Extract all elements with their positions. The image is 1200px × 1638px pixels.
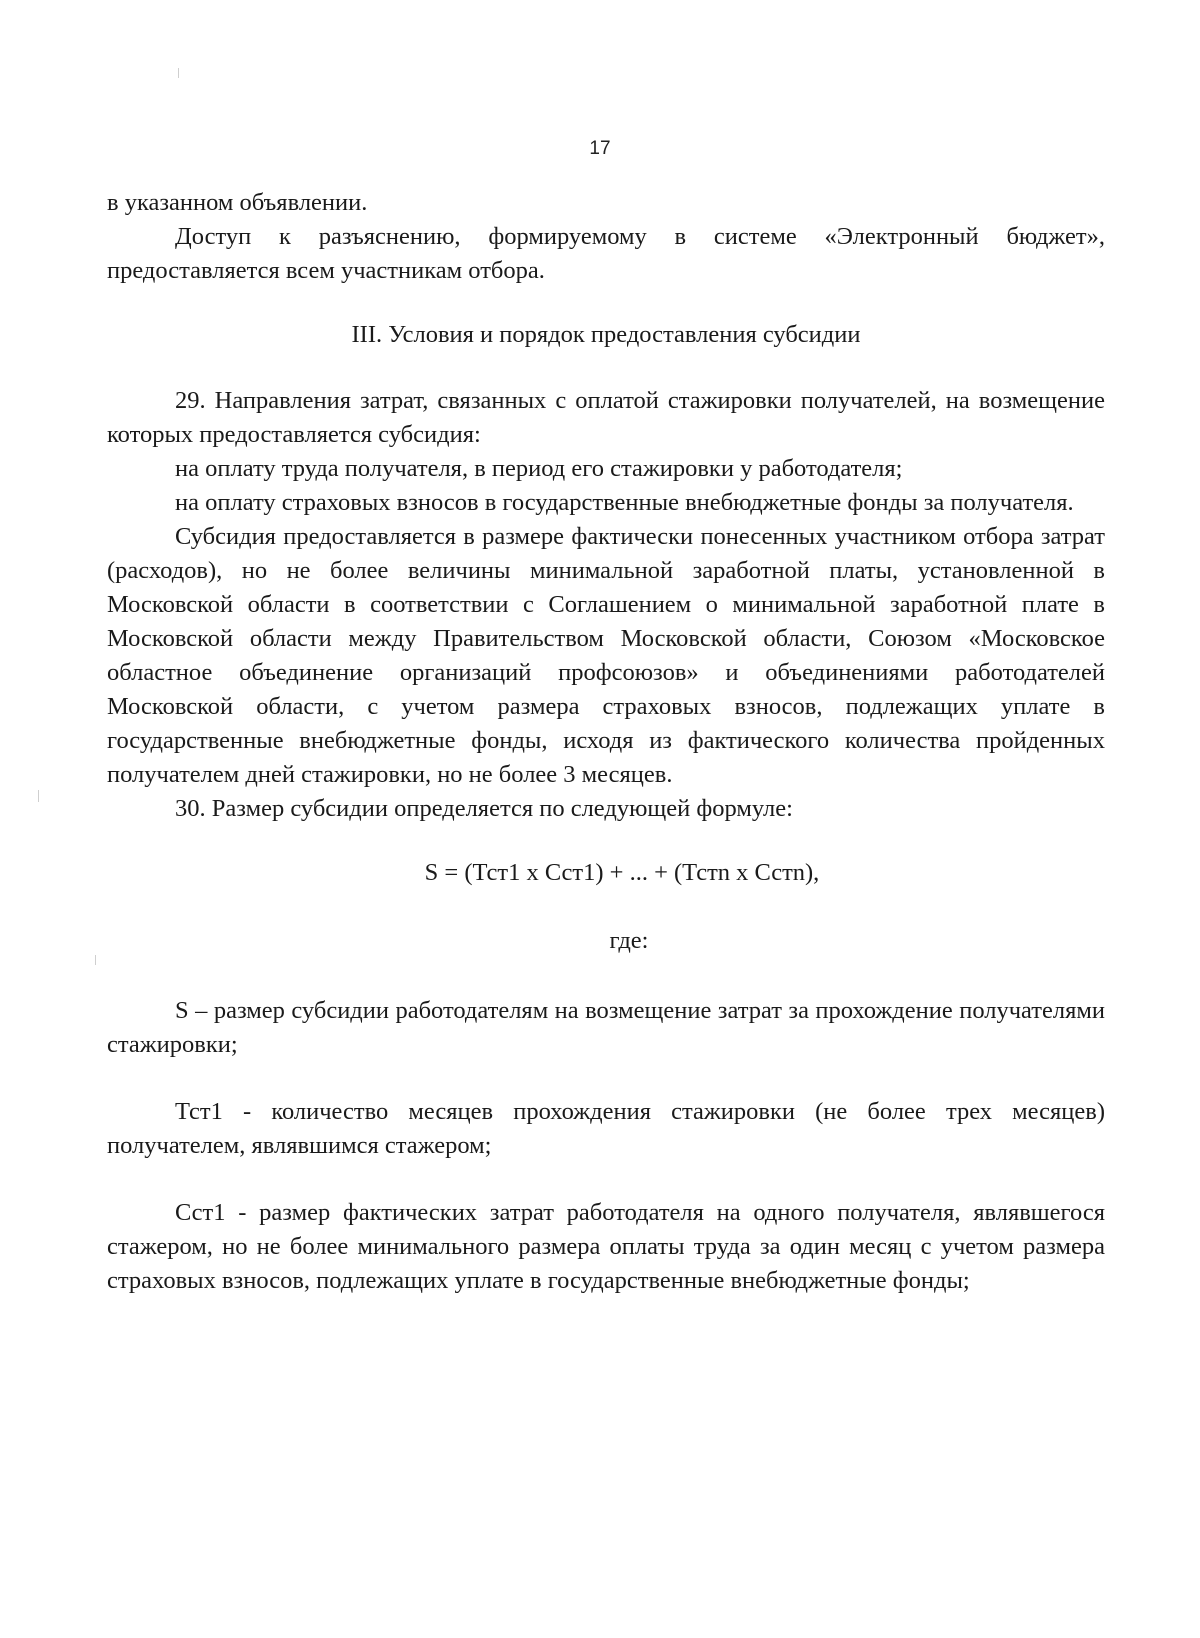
paragraph-30: 30. Размер субсидии определяется по следующей формуле: bbox=[175, 795, 793, 822]
section-heading: III. Условия и порядок предоставления субсидии bbox=[351, 321, 861, 348]
paragraph-29-item-insurance: на оплату страховых взносов в государственные внебюджетные фонды за получателя. bbox=[175, 489, 1074, 516]
definition-tst1: Тст1 - количество месяцев прохождения стажировки (не более трех месяцев) получателем, являвшимся стажером; bbox=[107, 1098, 1105, 1159]
paragraph-clarification-access: Доступ к разъяснению, формируемому в системе «Электронный бюджет», предоставляется всем участникам отбора. bbox=[107, 223, 1105, 284]
scan-artifact bbox=[95, 955, 96, 965]
document-body bbox=[107, 186, 1105, 1298]
page-number: 17 bbox=[589, 138, 611, 159]
paragraph-29: 29. Направления затрат, связанных с оплатой стажировки получателей, на возмещение которых предоставляется субсидия: bbox=[107, 387, 1105, 448]
definition-s: S – размер субсидии работодателям на возмещение затрат за прохождение получателями стажировки; bbox=[107, 997, 1105, 1058]
paragraph-29-subsidy-amount: Субсидия предоставляется в размере фактически понесенных участником отбора затрат (расходов), но не более величины минимальной заработной платы, установленной в Московской области в соответствии с Соглашением о минимальной заработной плате в Московской области между Правительством Московской области, Союзом «Московское областное объединение организаций профсоюзов» и объединениями работодателей Московской области, с учетом размера страховых взносов, подлежащих уплате в государственные внебюджетные фонды, исходя из фактического количества пройденных получателем дней стажировки, но не более 3 месяцев. bbox=[107, 523, 1105, 788]
paragraph-continuation: в указанном объявлении. bbox=[107, 189, 368, 216]
formula-where: где: bbox=[609, 927, 649, 954]
subsidy-formula: S = (Тст1 х Сст1) + ... + (Тстn х Сстn), bbox=[424, 859, 820, 886]
scan-artifact bbox=[38, 790, 39, 802]
scan-artifact bbox=[178, 68, 179, 78]
paragraph-29-item-labor: на оплату труда получателя, в период его стажировки у работодателя; bbox=[175, 455, 903, 482]
definition-sst1: Сст1 - размер фактических затрат работодателя на одного получателя, являвшегося стажером, но не более минимального размера оплаты труда за один месяц с учетом размера страховых взносов, подлежащих уплате в государственные внебюджетные фонды; bbox=[107, 1199, 1105, 1294]
